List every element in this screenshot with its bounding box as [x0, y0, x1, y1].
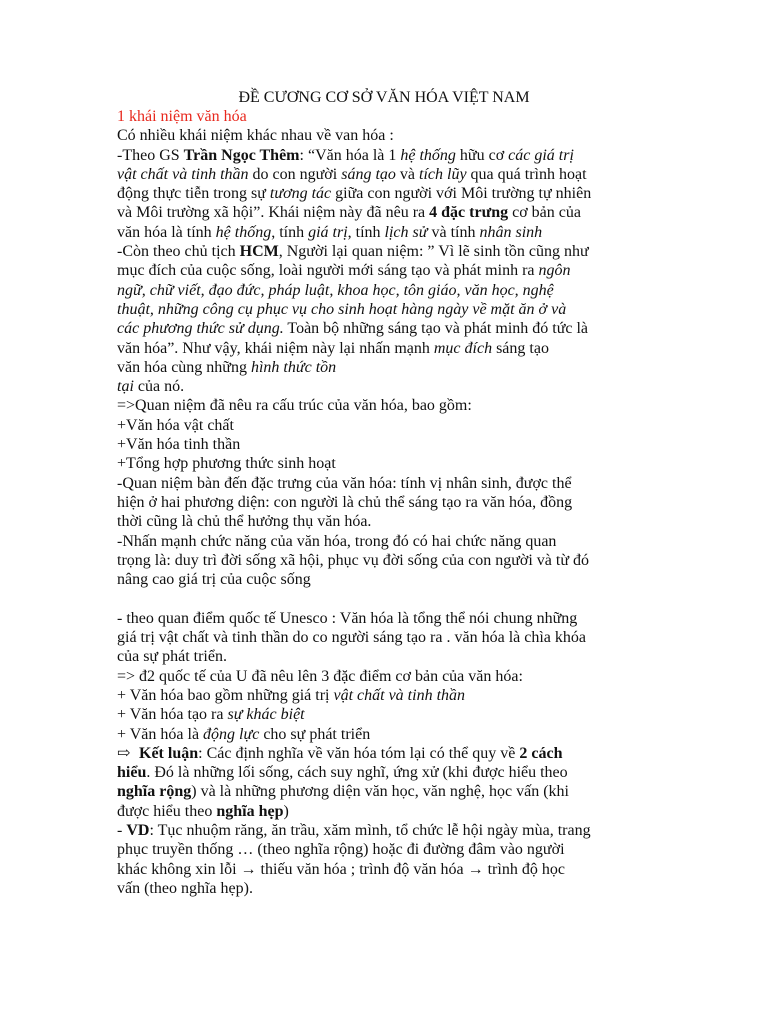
paragraph-line: - theo quan điểm quốc tế Unesco : Văn hóa là tổng thể nói chung những	[117, 609, 578, 627]
list-item: +Văn hóa vật chất	[117, 416, 234, 434]
arrow-right-icon: →	[240, 860, 257, 878]
paragraph-line: được hiểu theo nghĩa hẹp)	[117, 802, 289, 820]
paragraph-line: khác không xin lỗi → thiếu văn hóa ; trình độ văn hóa → trình độ học	[117, 860, 565, 878]
paragraph-line: trọng là: duy trì đời sống xã hội, phục vụ đời sống của con người và từ đó	[117, 551, 589, 569]
paragraph-line: - VD: Tục nhuộm răng, ăn trầu, xăm mình, tổ chức lễ hội ngày mùa, trang	[117, 821, 591, 839]
paragraph-line: động thực tiễn trong sự tương tác giữa con người với Môi trường tự nhiên	[117, 185, 592, 203]
paragraph-line: phục truyền thống … (theo nghĩa rộng) hoặc đi đường đâm vào người	[117, 841, 565, 859]
paragraph-line: mục đích của cuộc sống, loài người mới sáng tạo và phát minh ra ngôn	[117, 262, 571, 280]
list-item: + Văn hóa tạo ra sự khác biệt	[117, 706, 305, 724]
list-item: + Văn hóa là động lực cho sự phát triển	[117, 725, 371, 743]
section-heading: 1 khái niệm văn hóa	[117, 108, 247, 125]
blank-line	[117, 589, 657, 608]
paragraph-line: tại của nó.	[117, 378, 185, 396]
paragraph-line: các phương thức sử dụng. Toàn bộ những sáng tạo và phát minh đó tức là	[117, 320, 589, 338]
paragraph-line: thuật, những công cụ phục vụ cho sinh hoạt hàng ngày về mặt ăn ở và	[117, 300, 567, 318]
paragraph-line: ngữ, chữ viết, đạo đức, pháp luật, khoa học, tôn giáo, văn học, nghệ	[117, 281, 554, 299]
paragraph-line: hiện ở hai phương diện: con người là chủ thể sáng tạo ra văn hóa, đồng	[117, 493, 573, 511]
paragraph-line: =>Quan niệm đã nêu ra cấu trúc của văn hóa, bao gồm:	[117, 397, 472, 415]
arrow-right-icon: ⇨	[117, 744, 131, 762]
document-body	[117, 107, 657, 898]
paragraph-line: và Môi trường xã hội”. Khái niệm này đã nêu ra 4 đặc trưng cơ bản của	[117, 204, 581, 222]
arrow-right-icon: →	[467, 860, 484, 878]
paragraph-line: nâng cao giá trị của cuộc sống	[117, 571, 311, 589]
conclusion-line: ⇨ Kết luận: Các định nghĩa về văn hóa tóm lại có thể quy về 2 cách	[117, 744, 563, 762]
paragraph-line: văn hóa cùng những hình thức tồn	[117, 358, 337, 376]
paragraph-line: -Còn theo chủ tịch HCM, Người lại quan niệm: ” Vì lẽ sinh tồn cũng như	[117, 243, 589, 261]
list-item: + Văn hóa bao gồm những giá trị vật chất và tinh thần	[117, 686, 466, 704]
paragraph-line: văn hóa”. Như vậy, khái niệm này lại nhấn mạnh mục đích sáng tạo	[117, 339, 549, 357]
paragraph-line: => đ2 quốc tế của U đã nêu lên 3 đặc điểm cơ bản của văn hóa:	[117, 667, 523, 685]
paragraph-line: vấn (theo nghĩa hẹp).	[117, 879, 253, 897]
paragraph-line: giá trị vật chất và tinh thần do co người sáng tạo ra . văn hóa là chìa khóa	[117, 629, 586, 647]
paragraph-line: hiểu. Đó là những lối sống, cách suy nghĩ, ứng xử (khi được hiểu theo	[117, 764, 568, 782]
paragraph-line: nghĩa rộng) và là những phương diện văn học, văn nghệ, học vấn (khi	[117, 783, 569, 801]
paragraph-line: -Quan niệm bàn đến đặc trưng của văn hóa: tính vị nhân sinh, được thể	[117, 474, 572, 492]
paragraph-line: thời cũng là chủ thể hưởng thụ văn hóa.	[117, 513, 372, 531]
document-title: ĐỀ CƯƠNG CƠ SỞ VĂN HÓA VIỆT NAM	[238, 89, 530, 106]
paragraph-line: vật chất và tinh thần do con người sáng tạo và tích lũy qua quá trình hoạt	[117, 165, 587, 183]
paragraph-line: của sự phát triển.	[117, 648, 227, 666]
paragraph-line: -Nhấn mạnh chức năng của văn hóa, trong đó có hai chức năng quan	[117, 532, 557, 550]
paragraph-line: -Theo GS Trần Ngọc Thêm: “Văn hóa là 1 hệ thống hữu cơ các giá trị	[117, 146, 574, 164]
list-item: +Tổng hợp phương thức sinh hoạt	[117, 455, 336, 473]
paragraph-line: văn hóa là tính hệ thống, tính giá trị, tính lịch sử và tính nhân sinh	[117, 223, 543, 241]
intro-line: Có nhiều khái niệm khác nhau về van hóa :	[117, 127, 394, 145]
list-item: +Văn hóa tinh thần	[117, 436, 241, 454]
